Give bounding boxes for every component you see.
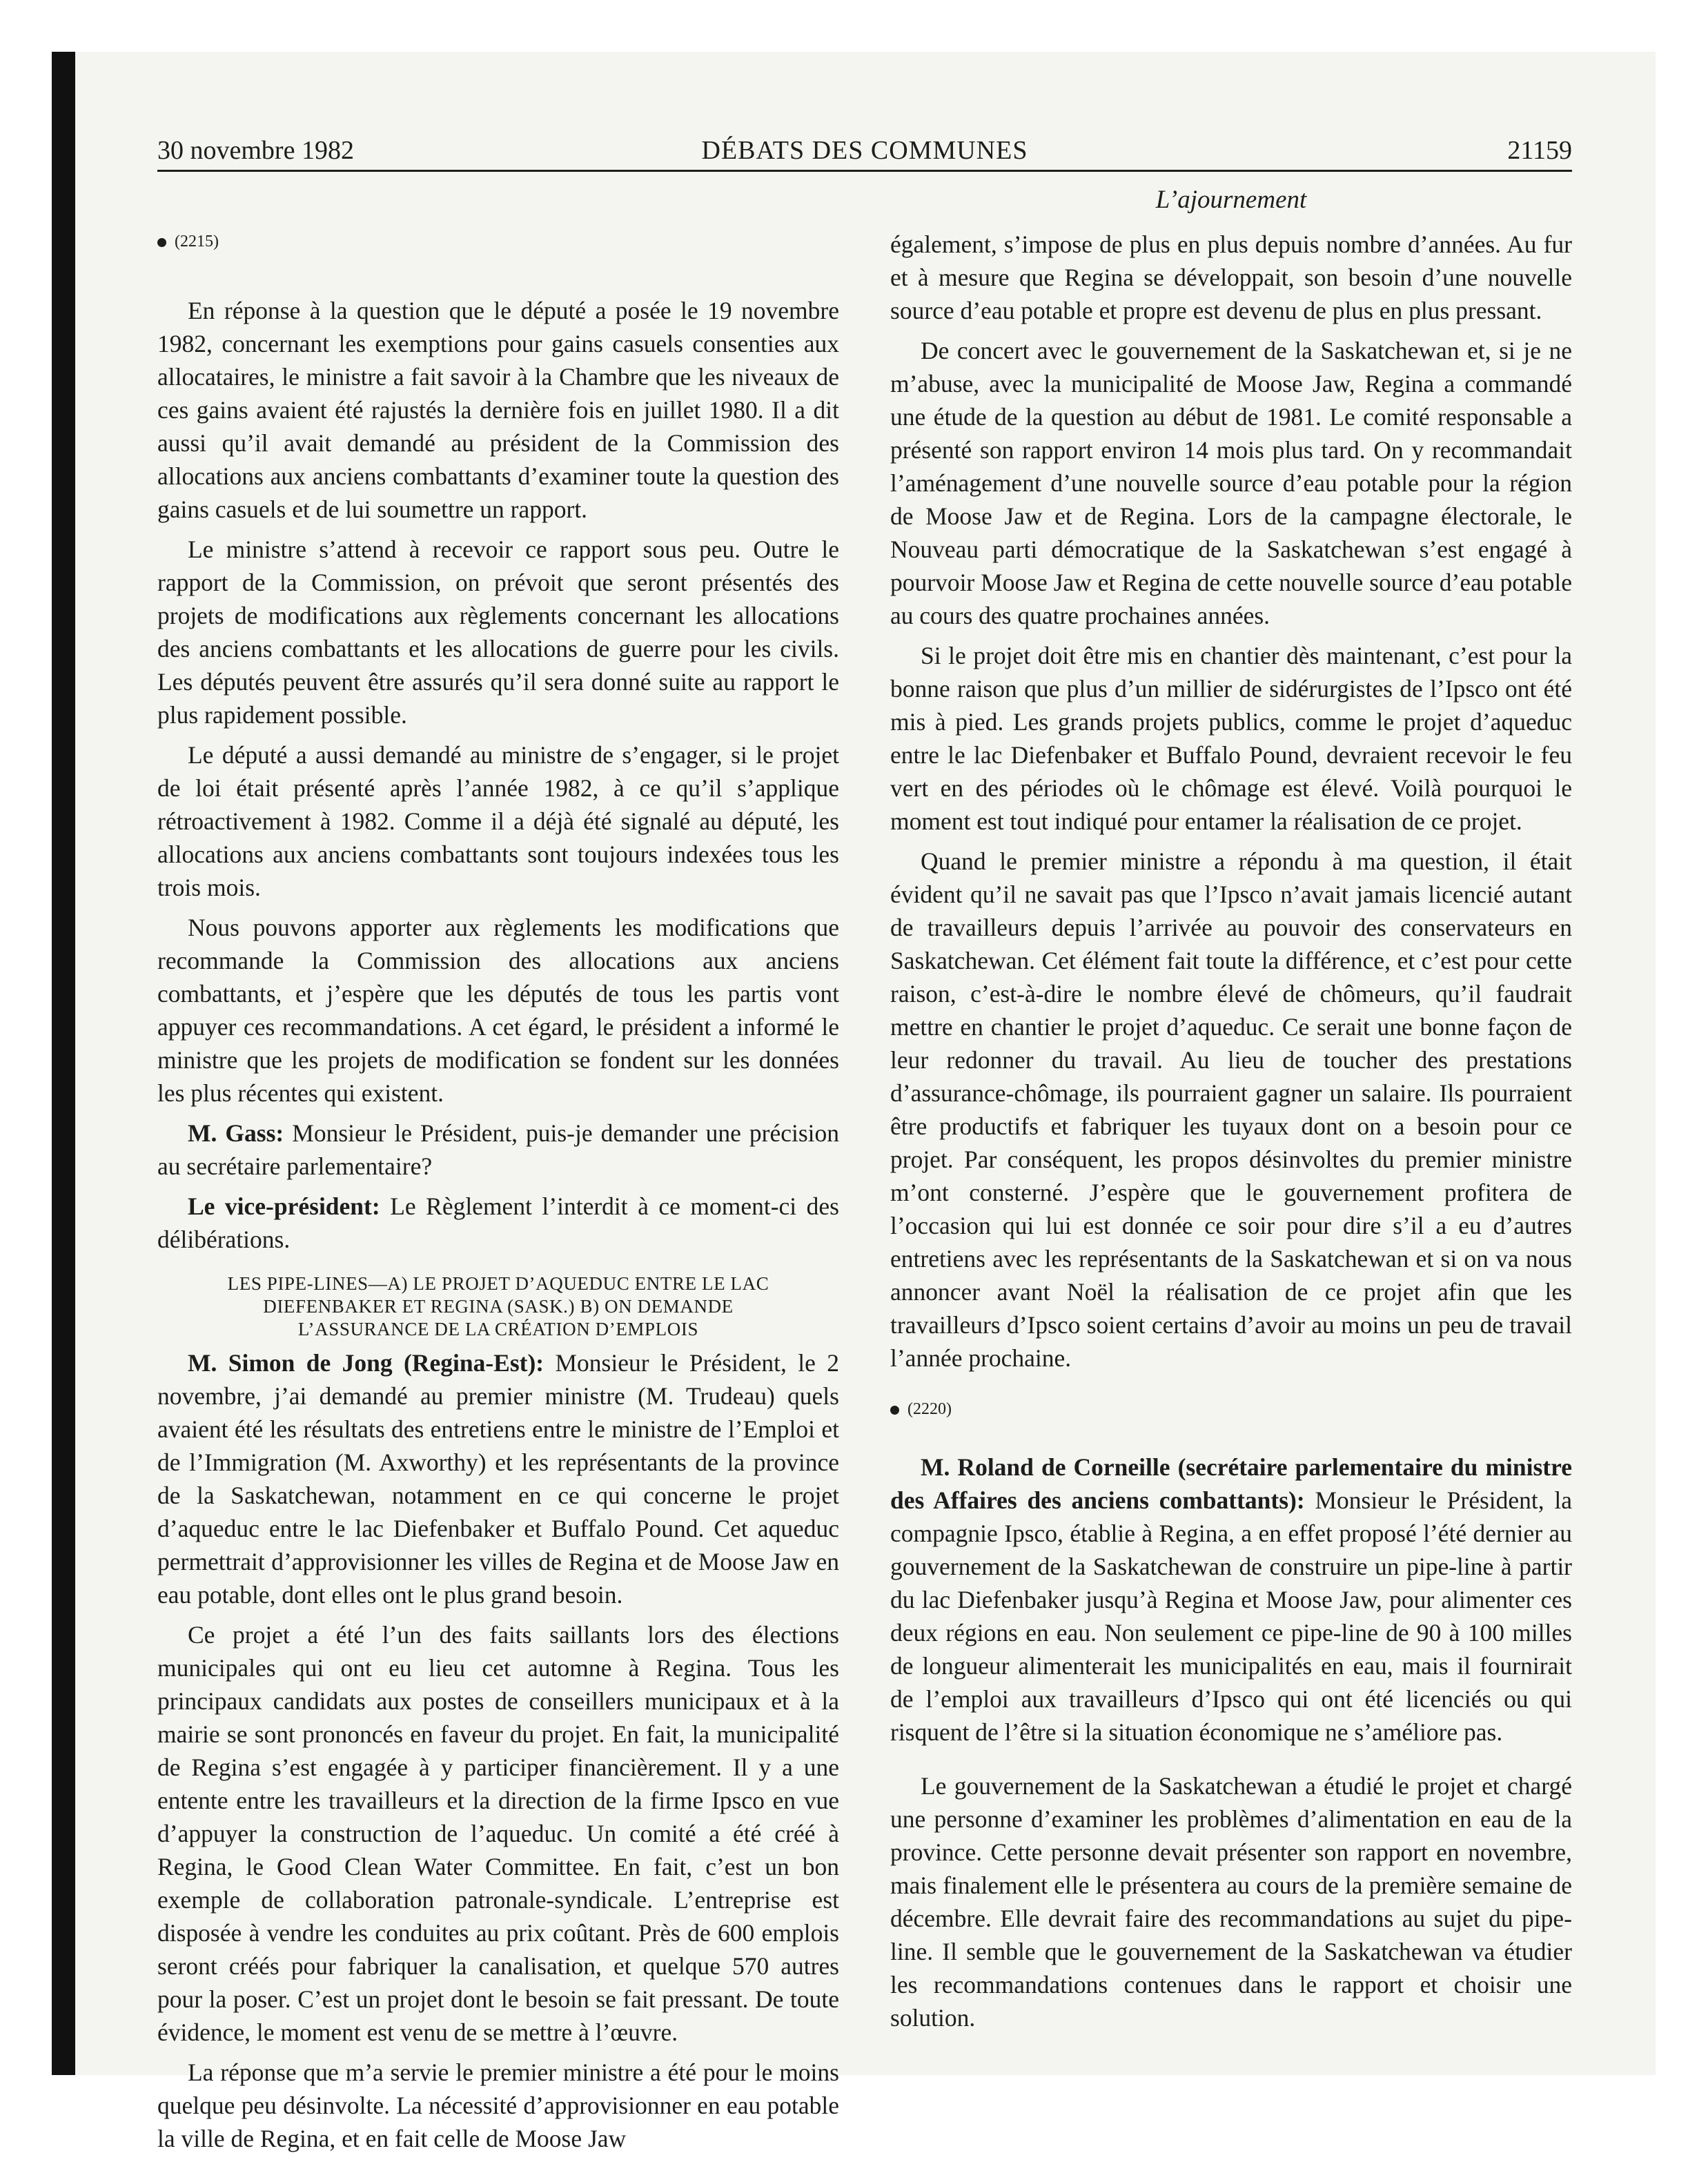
speech-gass xyxy=(157,1117,839,1183)
left-column xyxy=(157,228,839,2162)
paragraph: De concert avec le gouvernement de la Saskatchewan et, si je ne m’abuse, avec la municipalité de Moose Jaw, Regina a commandé une étude de la question au début de 1981. Le comité responsable a présenté son rapport environ 14 mois plus tard. On y recommandait l’aménagement d’une nouvelle source d’eau potable pour la région de Moose Jaw et de Regina. Lors de la campagne électorale, le Nouveau parti démocratique de la Saskatchewan s’est engagé à pourvoir Moose Jaw et Regina de cette nouvelle source d’eau potable au cours des quatre prochaines années. xyxy=(890,337,1572,629)
speaker-name: M. Roland de Corneille (secrétaire parlementaire du ministre des Affaires des anciens combattants): xyxy=(890,1453,1572,1514)
speech-de-jong xyxy=(157,1346,839,1611)
subject-heading xyxy=(157,1272,839,1341)
running-head: L’ajournement xyxy=(1155,186,1307,214)
speaker-name: M. Gass: xyxy=(188,1119,284,1147)
paragraph: Nous pouvons apporter aux règlements les modifications que recommande la Commission des allocations aux anciens combattants, et j’espère que les députés de tous les partis vont appuyer ces recommandations. A cet égard, le président a informé le ministre que les projets de modification se fondent sur les données les plus récentes qui existent. xyxy=(157,914,839,1107)
paragraph-continued: également, s’impose de plus en plus depuis nombre d’années. Au fur et à mesure que Regina se développait, son besoin d’une nouvelle source d’eau potable et propre est devenu de plus en plus pressant. xyxy=(890,230,1572,324)
speaker-name: M. Simon de Jong (Regina-Est): xyxy=(188,1349,544,1377)
header-date: 30 novembre 1982 xyxy=(157,136,354,165)
speech-vice-president xyxy=(157,1190,839,1256)
page-header xyxy=(157,131,1572,170)
time-marker-text: (2220) xyxy=(907,1400,952,1418)
right-column xyxy=(890,228,1572,2041)
speech-de-corneille xyxy=(890,1451,1572,1749)
paragraph: Le député a aussi demandé au ministre de s’engager, si le projet de loi était présenté après l’année 1982, à ce qu’il s’applique rétroactivement à 1982. Comme il a déjà été signalé au député, les allocations aux anciens combattants sont toujours indexées tous les trois mois. xyxy=(157,741,839,901)
page-number: 21159 xyxy=(1507,136,1572,165)
subject-line: DIEFENBAKER ET REGINA (SASK.) B) ON DEMANDE xyxy=(263,1296,734,1317)
speech-text: Monsieur le Président, puis-je demander une précision au secrétaire parlementaire? xyxy=(157,1119,839,1180)
paragraph: Si le projet doit être mis en chantier dès maintenant, c’est pour la bonne raison que plus d’un millier de sidérurgistes de l’Ipsco ont été mis à pied. Les grands projets publics, comme le projet d’aqueduc entre le lac Diefenbaker et Buffalo Pound, devraient recevoir le feu vert en des périodes où le chômage est élevé. Voilà pourquoi le moment est tout indiqué pour entamer la réalisation de ce projet. xyxy=(890,642,1572,835)
time-marker-text: (2215) xyxy=(175,233,219,250)
speaker-name: Le vice-président: xyxy=(188,1192,380,1220)
header-rule xyxy=(157,170,1572,172)
publication-title: DÉBATS DES COMMUNES xyxy=(701,136,1028,165)
time-marker xyxy=(157,228,839,255)
paragraph: Ce projet a été l’un des faits saillants lors des élections municipales qui ont eu lieu cet automne à Regina. Tous les principaux candidats aux postes de conseillers municipaux et à la mairie se sont prononcés en faveur du projet. En fait, la municipalité de Regina s’est engagée à y participer financièrement. Il y a une entente entre les travailleurs et la direction de la firme Ipsco en vue d’appuyer la construction de l’aqueduc. Un comité a été créé à Regina, le Good Clean Water Committee. En fait, c’est un bon exemple de collaboration patronale-syndicale. L’entreprise est disposée à vendre les conduites au prix coûtant. Près de 600 emplois seront créés pour fabriquer la canalisation, et quelque 570 autres pour la poser. C’est un projet dont le besoin se fait pressant. De toute évidence, le moment est venu de se mettre à l’œuvre. xyxy=(157,1621,839,2046)
speech-text: Monsieur le Président, le 2 novembre, j’ai demandé au premier ministre (M. Trudeau) quels avaient été les résultats des entretiens entre le ministre de l’Emploi et de l’Immigration (M. Axworthy) et les représentants de la province de la Saskatchewan, notamment en ce qui concerne le projet d’aqueduc entre le lac Diefenbaker et Buffalo Pound. Cet aqueduc permettrait d’approvisionner les villes de Regina et de Moose Jaw en eau potable, dont elles ont le plus grand besoin. xyxy=(157,1349,839,1609)
bullet-icon xyxy=(890,1406,899,1415)
subject-line: LES PIPE-LINES—A) LE PROJET D’AQUEDUC ENTRE LE LAC xyxy=(227,1273,769,1294)
paragraph: Le ministre s’attend à recevoir ce rapport sous peu. Outre le rapport de la Commission, on prévoit que seront présentés des projets de modifications aux règlements concernant les allocations des anciens combattants et les allocations de guerre pour les civils. Les députés peuvent être assurés qu’il sera donné suite au rapport le plus rapidement possible. xyxy=(157,535,839,729)
paragraph: Le gouvernement de la Saskatchewan a étudié le projet et chargé une personne d’examiner les problèmes d’alimentation en eau de la province. Cette personne devait présenter son rapport en novembre, mais finalement elle le présentera au cours de la première semaine de décembre. Elle devrait faire des recommandations au sujet du pipe-line. Il semble que le gouvernement de la Saskatchewan va étudier les recommandations contenues dans le rapport et choisir une solution. xyxy=(890,1772,1572,2032)
paragraph: En réponse à la question que le député a posée le 19 novembre 1982, concernant les exemptions pour gains casuels consenties aux allocataires, le ministre a fait savoir à la Chambre que les niveaux de ces gains avaient été rajustés la dernière fois en juillet 1980. Il a dit aussi qu’il avait demandé au président de la Commission des allocations aux anciens combattants d’examiner toute la question des gains casuels et de lui soumettre un rapport. xyxy=(157,297,839,523)
scan-border xyxy=(52,52,75,2075)
paragraph: La réponse que m’a servie le premier ministre a été pour le moins quelque peu désinvolte. La nécessité d’approvisionner en eau potable la ville de Regina, et en fait celle de Moose Jaw xyxy=(157,2058,839,2152)
paragraph: Quand le premier ministre a répondu à ma question, il était évident qu’il ne savait pas que l’Ipsco n’avait jamais licencié autant de travailleurs depuis l’arrivée au pouvoir des conservateurs en Saskatchewan. Cet élément fait toute la différence, et c’est pour cette raison, c’est-à-dire le nombre élevé de chômeurs, qu’il faudrait mettre en chantier le projet d’aqueduc. Ce serait une bonne façon de leur redonner du travail. Au lieu de toucher des prestations d’assurance-chômage, ils pourraient gagner un salaire. Ils pourraient être productifs et fabriquer les tuyaux dont on a besoin pour ce projet. Par conséquent, les propos désinvoltes du premier ministre m’ont consterné. J’espère que le gouvernement profitera de l’occasion qui lui est donnée ce soir pour dire s’il a eu d’autres entretiens avec les représentants de la Saskatchewan et si on va nous annoncer avant Noël la réalisation de ce projet afin que les travailleurs d’Ipsco soient certains d’avoir au moins un peu de travail l’année prochaine. xyxy=(890,847,1572,1372)
speech-text: Le Règlement l’interdit à ce moment-ci des délibérations. xyxy=(157,1192,839,1253)
subject-line: L’ASSURANCE DE LA CRÉATION D’EMPLOIS xyxy=(297,1319,699,1339)
time-marker xyxy=(890,1395,1572,1423)
bullet-icon xyxy=(157,238,166,247)
speech-text: Monsieur le Président, la compagnie Ipsco, établie à Regina, a en effet proposé l’été dernier au gouvernement de la Saskatchewan de construire un pipe-line à partir du lac Diefenbaker jusqu’à Regina et Moose Jaw, pour alimenter ces deux régions en eau. Non seulement ce pipe-line de 90 à 100 milles de longueur alimenterait les municipalités en eau, mais il fournirait de l’emploi aux travailleurs d’Ipsco qui ont été licenciés ou qui risquent de l’être si la situation économique ne s’améliore pas. xyxy=(890,1486,1573,1746)
